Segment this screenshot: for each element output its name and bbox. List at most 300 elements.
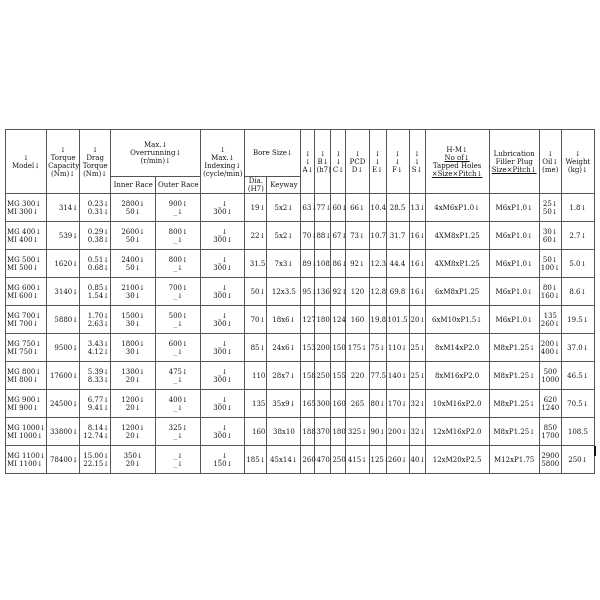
cell-lubrication-plug: M6xP1.0↓ <box>489 278 539 306</box>
header-inner-race: Inner Race <box>111 177 156 194</box>
cell-oil <box>539 278 561 306</box>
cell-torque-capacity: 78400↓ <box>47 446 80 474</box>
cell-b: 370 <box>315 418 331 446</box>
cell-torque-capacity: 1620↓ <box>47 250 80 278</box>
cell-oil <box>539 222 561 250</box>
cell-tapped-holes: 4XM8xP1.25 <box>425 250 489 278</box>
cell-a: 153 <box>301 334 315 362</box>
cell-inner-race-line: 20↓ <box>125 431 141 440</box>
cell-outer-race-line: 400↓ <box>168 395 188 404</box>
cell-drag-torque-line: 0.85↓ <box>87 283 110 292</box>
header-bore-size: Bore Size↓ <box>245 130 301 177</box>
cell-inner-race <box>111 306 156 334</box>
cell-model-line: MG 1100↓ <box>7 451 46 460</box>
cell-model-line: MI 400↓ <box>7 235 39 244</box>
cell-oil-line: 25↓ <box>542 199 558 208</box>
cell-outer-race-line: 600↓ <box>168 339 188 348</box>
cell-model-line: MI 1100↓ <box>7 459 43 468</box>
cell-indexing-line: _↓ <box>218 255 228 264</box>
cell-drag-torque-line: 1.70↓ <box>87 311 110 320</box>
cell-model <box>6 278 47 306</box>
cell-model-line: MG 300↓ <box>7 199 42 208</box>
cell-oil-line: 620 <box>543 395 557 404</box>
cell-drag-torque-line: 9.41↓ <box>87 403 110 412</box>
cell-c: 124 <box>331 306 346 334</box>
cell-outer-race-line: _↓ <box>173 319 183 328</box>
cell-d: 160 <box>346 306 369 334</box>
cell-c: 150 <box>331 334 346 362</box>
cell-oil <box>539 390 561 418</box>
header-b: ↓ B↓ (h7) <box>315 130 331 194</box>
cell-e: 12.3 <box>369 250 386 278</box>
cell-indexing-line: _↓ <box>218 395 228 404</box>
cell-drag-torque-line: 4.12↓ <box>87 347 110 356</box>
cell-drag-torque <box>80 194 111 222</box>
cell-oil-line: 60↓ <box>542 235 558 244</box>
cell-s: 32↓ <box>409 390 425 418</box>
cell-a: 165 <box>301 390 315 418</box>
cell-s: 20↓ <box>409 306 425 334</box>
cell-a: 127 <box>301 306 315 334</box>
cell-indexing <box>201 194 245 222</box>
cell-s: 40↓ <box>409 446 425 474</box>
cell-drag-torque-line: 12.74↓ <box>83 431 110 440</box>
cell-drag-torque <box>80 250 111 278</box>
cell-tapped-holes: 8xM14xP2.0 <box>425 334 489 362</box>
cell-lubrication-plug: M6xP1.0↓ <box>489 250 539 278</box>
cell-outer-race-line: 475↓ <box>168 367 188 376</box>
cell-f: 101.5 <box>386 306 409 334</box>
header-a: ↓ ↓ A↓ <box>301 130 315 194</box>
cell-b: 470 <box>315 446 331 474</box>
cell-model-line: MI 600↓ <box>7 291 39 300</box>
cell-indexing-line: _↓ <box>218 451 228 460</box>
cell-b: 200 <box>315 334 331 362</box>
header-f: ↓ ↓ F↓ <box>386 130 409 194</box>
cell-torque-capacity: 24500↓ <box>47 390 80 418</box>
cell-inner-race-line: 1800↓ <box>121 339 146 348</box>
cell-tapped-holes: 4XM8xP1.25 <box>425 222 489 250</box>
cell-bore-dia: 160 <box>245 418 267 446</box>
cell-oil-line: 500 <box>543 367 557 376</box>
cell-e: 10.7 <box>369 222 386 250</box>
header-torque-capacity: ↓ Torque Capacity (Nm)↓ <box>47 130 80 194</box>
table-row <box>6 250 595 278</box>
cell-indexing-line: 300↓ <box>213 347 233 356</box>
cell-indexing-line: 300↓ <box>213 431 233 440</box>
cell-bore-dia: 185↓ <box>245 446 267 474</box>
table-row <box>6 362 595 390</box>
cell-model <box>6 418 47 446</box>
cell-d: 73↓ <box>346 222 369 250</box>
cell-s: 32↓ <box>409 418 425 446</box>
cell-drag-torque <box>80 418 111 446</box>
header-pcd: ↓ PCD D↓ <box>346 130 369 194</box>
cell-inner-race-line: 50↓ <box>125 207 141 216</box>
cell-oil-line: 30↓ <box>542 227 558 236</box>
cell-weight: 1.8↓ <box>561 194 594 222</box>
cell-weight: 19.5↓ <box>561 306 594 334</box>
cell-drag-torque-line: 1.54↓ <box>87 291 110 300</box>
cell-outer-race <box>156 194 201 222</box>
cell-outer-race <box>156 306 201 334</box>
header-outer-race: Outer Race <box>156 177 201 194</box>
table-row <box>6 306 595 334</box>
cell-weight: 2.7↓ <box>561 222 594 250</box>
cell-indexing <box>201 222 245 250</box>
cell-a: 63↓ <box>301 194 315 222</box>
cell-oil-line: 1700 <box>541 431 560 440</box>
cell-drag-torque-line: 15.00↓ <box>83 451 110 460</box>
cell-torque-capacity: 5880↓ <box>47 306 80 334</box>
cell-weight: 46.5↓ <box>561 362 594 390</box>
cell-torque-capacity: 314↓ <box>47 194 80 222</box>
table-row <box>6 194 595 222</box>
cell-outer-race-line: _↓ <box>173 347 183 356</box>
cell-inner-race <box>111 334 156 362</box>
cell-oil-line: 200↓ <box>540 339 560 348</box>
cell-inner-race-line: 1200↓ <box>121 395 146 404</box>
cell-model-line: MG 1000↓ <box>7 423 46 432</box>
cell-outer-race-line: _↓ <box>173 235 183 244</box>
cell-inner-race <box>111 194 156 222</box>
cell-model-line: MI 500↓ <box>7 263 39 272</box>
table-row <box>6 390 595 418</box>
cell-model <box>6 362 47 390</box>
cell-b: 77↓ <box>315 194 331 222</box>
cell-outer-race <box>156 278 201 306</box>
cell-e: 10.4 <box>369 194 386 222</box>
cell-inner-race-line: 2400↓ <box>121 255 146 264</box>
cell-indexing <box>201 446 245 474</box>
header-lubrication-plug: Lubrication Filler Plug Size×Pitch↓ <box>489 130 539 194</box>
cell-a: 260 <box>301 446 315 474</box>
cell-inner-race-line: 30↓ <box>125 319 141 328</box>
cell-oil <box>539 362 561 390</box>
cell-inner-race-line: 1200↓ <box>121 423 146 432</box>
cell-lubrication-plug: M8xP1.25↓ <box>489 334 539 362</box>
cell-outer-race-line: _↓ <box>173 375 183 384</box>
cell-bore-dia: 50↓ <box>245 278 267 306</box>
cell-weight: 108.5 <box>561 418 594 446</box>
cell-drag-torque-line: 0.23↓ <box>87 199 110 208</box>
header-weight: ↓ Weight (kg)↓ <box>561 130 594 194</box>
cell-indexing <box>201 306 245 334</box>
cell-d: 415↓ <box>346 446 369 474</box>
cell-drag-torque-line: 0.29↓ <box>87 227 110 236</box>
cell-model-line: MI 700↓ <box>7 319 39 328</box>
cell-oil-line: 1000 <box>541 375 560 384</box>
table-row <box>6 446 595 474</box>
cell-f: 140↓ <box>386 362 409 390</box>
cell-outer-race-line: 900↓ <box>168 199 188 208</box>
cell-model-line: MG 400↓ <box>7 227 42 236</box>
cell-keyway: 7x3↓ <box>267 250 301 278</box>
cell-oil-line: 100↓ <box>540 263 560 272</box>
cell-model-line: MI 750↓ <box>7 347 39 356</box>
cell-indexing-line: 300↓ <box>213 375 233 384</box>
cell-inner-race-line: 1500↓ <box>121 311 146 320</box>
cell-bore-dia: 22↓ <box>245 222 267 250</box>
cell-oil <box>539 306 561 334</box>
cell-inner-race <box>111 362 156 390</box>
cell-keyway: 18x6↓ <box>267 306 301 334</box>
cell-oil-line: 260↓ <box>540 319 560 328</box>
cell-outer-race <box>156 250 201 278</box>
cell-oil-line: 850 <box>543 423 557 432</box>
cell-s: 16↓ <box>409 222 425 250</box>
cell-lubrication-plug: M8xP1.25↓ <box>489 362 539 390</box>
cell-lubrication-plug: M8xP1.25↓ <box>489 390 539 418</box>
cell-outer-race <box>156 334 201 362</box>
header-max-indexing: ↓ Max.↓ Indexing↓ (cycle/min) <box>201 130 245 194</box>
header-c: ↓ ↓ C↓ <box>331 130 346 194</box>
cell-oil-line: 2900 <box>541 451 560 460</box>
cell-outer-race-line: _↓ <box>173 207 183 216</box>
cell-s: 13↓ <box>409 194 425 222</box>
cell-d: 175↓ <box>346 334 369 362</box>
cell-indexing-line: _↓ <box>218 339 228 348</box>
cell-c: 155 <box>331 362 346 390</box>
cell-keyway: 28x7↓ <box>267 362 301 390</box>
cell-model-line: MG 600↓ <box>7 283 42 292</box>
cell-s: 16↓ <box>409 250 425 278</box>
cell-inner-race-line: 350↓ <box>123 451 143 460</box>
cell-b: 88↓ <box>315 222 331 250</box>
cell-e: 19.8 <box>369 306 386 334</box>
table-row <box>6 334 595 362</box>
cell-tapped-holes: 4xM6xP1.0↓ <box>425 194 489 222</box>
cell-lubrication-plug: M6xP1.0↓ <box>489 194 539 222</box>
cell-torque-capacity: 33800↓ <box>47 418 80 446</box>
cell-drag-torque-line: 2.63↓ <box>87 319 110 328</box>
cell-inner-race <box>111 222 156 250</box>
cell-inner-race-line: 50↓ <box>125 263 141 272</box>
cell-keyway: 5x2↓ <box>267 194 301 222</box>
cell-torque-capacity: 17600↓ <box>47 362 80 390</box>
cell-lubrication-plug: M6xP1.0↓ <box>489 222 539 250</box>
cell-outer-race-line: _↓ <box>173 263 183 272</box>
cell-drag-torque <box>80 334 111 362</box>
spec-table <box>5 129 595 474</box>
cell-outer-race-line: _↓ <box>173 403 183 412</box>
cell-indexing-line: _↓ <box>218 311 228 320</box>
cell-inner-race-line: 2600↓ <box>121 227 146 236</box>
cell-keyway: 45x14↓ <box>267 446 301 474</box>
cell-model-line: MI 800↓ <box>7 375 39 384</box>
cell-drag-torque-line: 8.33↓ <box>87 375 110 384</box>
cell-d: 66↓ <box>346 194 369 222</box>
cell-f: 44.4 <box>386 250 409 278</box>
cell-model-line: MG 500↓ <box>7 255 42 264</box>
cell-bore-dia: 135 <box>245 390 267 418</box>
cell-drag-torque-line: 0.38↓ <box>87 235 110 244</box>
cell-outer-race <box>156 222 201 250</box>
cell-f: 200↓ <box>386 418 409 446</box>
cell-outer-race <box>156 362 201 390</box>
cell-drag-torque-line: 0.68↓ <box>87 263 110 272</box>
cell-c: 180 <box>331 418 346 446</box>
cell-weight: 8.6↓ <box>561 278 594 306</box>
cell-drag-torque-line: 0.51↓ <box>87 255 110 264</box>
cell-oil-line: 50↓ <box>542 255 558 264</box>
cell-b: 180 <box>315 306 331 334</box>
cell-indexing-line: 300↓ <box>213 263 233 272</box>
cell-keyway: 5x2↓ <box>267 222 301 250</box>
cell-indexing <box>201 250 245 278</box>
cell-b: 108 <box>315 250 331 278</box>
cell-torque-capacity: 539↓ <box>47 222 80 250</box>
header-s: ↓ ↓ S↓ <box>409 130 425 194</box>
cell-c: 60↓ <box>331 194 346 222</box>
cell-tapped-holes: 10xM16xP2.0 <box>425 390 489 418</box>
cell-oil <box>539 446 561 474</box>
cell-torque-capacity: 9500↓ <box>47 334 80 362</box>
cell-a: 70↓ <box>301 222 315 250</box>
cell-indexing <box>201 390 245 418</box>
cell-drag-torque <box>80 390 111 418</box>
cell-indexing-line: _↓ <box>218 199 228 208</box>
cell-f: 260↓ <box>386 446 409 474</box>
cell-d: 120 <box>346 278 369 306</box>
cell-model-line: MG 750↓ <box>7 339 42 348</box>
cell-c: 92↓ <box>331 278 346 306</box>
cell-d: 265 <box>346 390 369 418</box>
spec-table-body <box>6 194 595 474</box>
cell-indexing <box>201 418 245 446</box>
cell-tapped-holes: 12xM16xP2.0 <box>425 418 489 446</box>
cell-drag-torque-line: 0.31↓ <box>87 207 110 216</box>
cell-a: 158 <box>301 362 315 390</box>
cell-c: 250 <box>331 446 346 474</box>
table-row <box>6 418 595 446</box>
header-oil: ↓ Oil↓ (me) <box>539 130 561 194</box>
cell-indexing-line: 300↓ <box>213 235 233 244</box>
cell-drag-torque-line: 8.14↓ <box>87 423 110 432</box>
cell-lubrication-plug: M12xP1.75 <box>489 446 539 474</box>
cell-weight: 5.0↓ <box>561 250 594 278</box>
cell-weight: 250↓ <box>561 446 594 474</box>
cell-drag-torque-line: 5.39↓ <box>87 367 110 376</box>
cell-model-line: MI 300↓ <box>7 207 39 216</box>
cell-f: 31.7 <box>386 222 409 250</box>
cell-inner-race-line: 30↓ <box>125 347 141 356</box>
header-model: ↓ Model↓ <box>6 130 47 194</box>
cell-oil-line: 5800 <box>541 459 560 468</box>
cell-bore-dia: 70↓ <box>245 306 267 334</box>
cell-bore-dia: 110 <box>245 362 267 390</box>
cell-e: 75↓ <box>369 334 386 362</box>
cell-model-line: MG 800↓ <box>7 367 42 376</box>
cell-d: 92↓ <box>346 250 369 278</box>
cell-oil-line: 135 <box>543 311 557 320</box>
cell-outer-race <box>156 418 201 446</box>
cell-a: 188 <box>301 418 315 446</box>
cell-indexing-line: _↓ <box>218 367 228 376</box>
cell-s: 16↓ <box>409 278 425 306</box>
cell-tapped-holes: 6xM8xP1.25 <box>425 278 489 306</box>
cell-bore-dia: 19↓ <box>245 194 267 222</box>
cell-weight: 70.5↓ <box>561 390 594 418</box>
cell-inner-race-line: 2800↓ <box>121 199 146 208</box>
cell-outer-race-line: 500↓ <box>168 311 188 320</box>
cell-drag-torque <box>80 306 111 334</box>
cell-outer-race <box>156 446 201 474</box>
cell-drag-torque <box>80 278 111 306</box>
cell-inner-race <box>111 418 156 446</box>
cell-oil-line: 50↓ <box>542 207 558 216</box>
cell-oil <box>539 418 561 446</box>
cell-model <box>6 334 47 362</box>
header-e: ↓ ↓ E↓ <box>369 130 386 194</box>
cell-drag-torque <box>80 446 111 474</box>
cell-indexing-line: _↓ <box>218 283 228 292</box>
cell-oil-line: 1240 <box>541 403 560 412</box>
scroll-marker <box>594 446 596 456</box>
cell-inner-race-line: 20↓ <box>125 375 141 384</box>
cell-indexing-line: 300↓ <box>213 319 233 328</box>
cell-bore-dia: 85↓ <box>245 334 267 362</box>
cell-model <box>6 390 47 418</box>
cell-indexing <box>201 278 245 306</box>
cell-indexing-line: _↓ <box>218 227 228 236</box>
cell-drag-torque <box>80 222 111 250</box>
cell-b: 250 <box>315 362 331 390</box>
cell-model-line: MI 1000↓ <box>7 431 43 440</box>
cell-inner-race-line: 20↓ <box>125 459 141 468</box>
cell-c: 67↓ <box>331 222 346 250</box>
cell-model <box>6 446 47 474</box>
cell-oil-line: 400↓ <box>540 347 560 356</box>
cell-bore-dia: 31.5 <box>245 250 267 278</box>
cell-e: 12.8 <box>369 278 386 306</box>
cell-lubrication-plug: M6xP1.0↓ <box>489 306 539 334</box>
cell-inner-race <box>111 446 156 474</box>
cell-e: 77.5 <box>369 362 386 390</box>
cell-keyway: 35x9↓ <box>267 390 301 418</box>
cell-indexing-line: 300↓ <box>213 403 233 412</box>
cell-outer-race-line: _↓ <box>173 431 183 440</box>
cell-e: 90↓ <box>369 418 386 446</box>
cell-tapped-holes: 8xM16xP2.0 <box>425 362 489 390</box>
cell-inner-race <box>111 390 156 418</box>
cell-a: 95↓ <box>301 278 315 306</box>
cell-tapped-holes: 12xM20xP2.5 <box>425 446 489 474</box>
cell-inner-race-line: 2100↓ <box>121 283 146 292</box>
cell-inner-race-line: 30↓ <box>125 291 141 300</box>
cell-f: 110↓ <box>386 334 409 362</box>
cell-outer-race-line: 700↓ <box>168 283 188 292</box>
cell-a: 89↓ <box>301 250 315 278</box>
cell-drag-torque-line: 3.43↓ <box>87 339 110 348</box>
cell-outer-race-line: 325↓ <box>168 423 188 432</box>
cell-outer-race-line: _↓ <box>173 291 183 300</box>
cell-s: 25↓ <box>409 334 425 362</box>
cell-model <box>6 306 47 334</box>
cell-indexing-line: _↓ <box>218 423 228 432</box>
cell-f: 170↓ <box>386 390 409 418</box>
cell-keyway: 24x6↓ <box>267 334 301 362</box>
cell-model <box>6 250 47 278</box>
cell-outer-race <box>156 390 201 418</box>
cell-model-line: MG 900↓ <box>7 395 42 404</box>
cell-indexing-line: 300↓ <box>213 207 233 216</box>
cell-f: 28.5 <box>386 194 409 222</box>
table-row <box>6 222 595 250</box>
cell-torque-capacity: 3140↓ <box>47 278 80 306</box>
table-row <box>6 278 595 306</box>
cell-oil-line: 160↓ <box>540 291 560 300</box>
